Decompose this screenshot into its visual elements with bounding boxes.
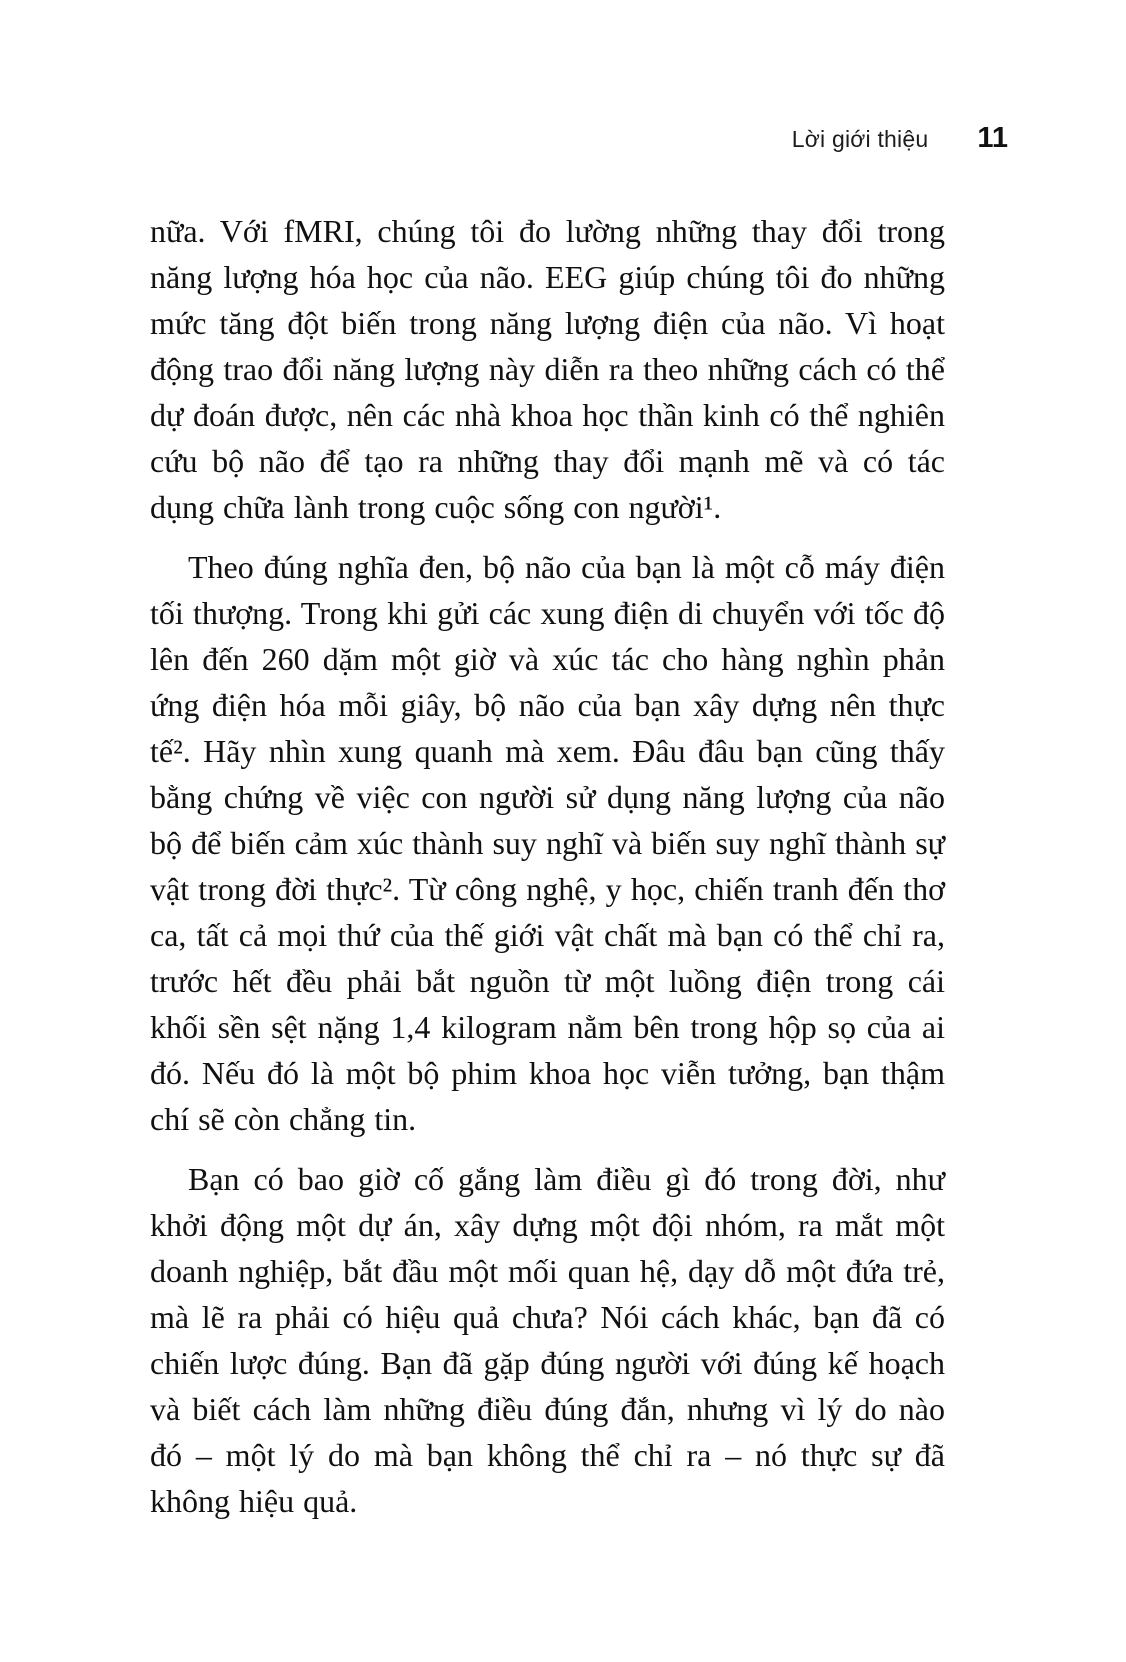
body-text [150,208,945,1538]
paragraph: Theo đúng nghĩa đen, bộ não của bạn là một cỗ máy điện tối thượng. Trong khi gửi các xung điện di chuyển với tốc độ lên đến 260 dặm một giờ và xúc tác cho hàng nghìn phản ứng điện hóa mỗi giây, bộ não của bạn xây dựng nên thực tế². Hãy nhìn xung quanh mà xem. Đâu đâu bạn cũng thấy bằng chứng về việc con người sử dụng năng lượng của não bộ để biến cảm xúc thành suy nghĩ và biến suy nghĩ thành sự vật trong đời thực². Từ công nghệ, y học, chiến tranh đến thơ ca, tất cả mọi thứ của thế giới vật chất mà bạn có thể chỉ ra, trước hết đều phải bắt nguồn từ một luồng điện trong cái khối sền sệt nặng 1,4 kilogram nằm bên trong hộp sọ của ai đó. Nếu đó là một bộ phim khoa học viễn tưởng, bạn thậm chí sẽ còn chẳng tin. [150,549,945,1137]
paragraph: Bạn có bao giờ cố gắng làm điều gì đó trong đời, như khởi động một dự án, xây dựng một đội nhóm, ra mắt một doanh nghiệp, bắt đầu một mối quan hệ, dạy dỗ một đứa trẻ, mà lẽ ra phải có hiệu quả chưa? Nói cách khác, bạn đã có chiến lược đúng. Bạn đã gặp đúng người với đúng kế hoạch và biết cách làm những điều đúng đắn, nhưng vì lý do nào đó – một lý do mà bạn không thể chỉ ra – nó thực sự đã không hiệu quả. [150,1161,945,1519]
paragraph-continuation: nữa. Với fMRI, chúng tôi đo lường những thay đổi trong năng lượng hóa học của não. EEG giúp chúng tôi đo những mức tăng đột biến trong năng lượng điện của não. Vì hoạt động trao đổi năng lượng này diễn ra theo những cách có thể dự đoán được, nên các nhà khoa học thần kinh có thể nghiên cứu bộ não để tạo ra những thay đổi mạnh mẽ và có tác dụng chữa lành trong cuộc sống con người¹. [150,213,945,525]
running-title: Lời giới thiệu [791,126,929,152]
page-number: 11 [977,122,1008,154]
page-header [792,122,1008,155]
